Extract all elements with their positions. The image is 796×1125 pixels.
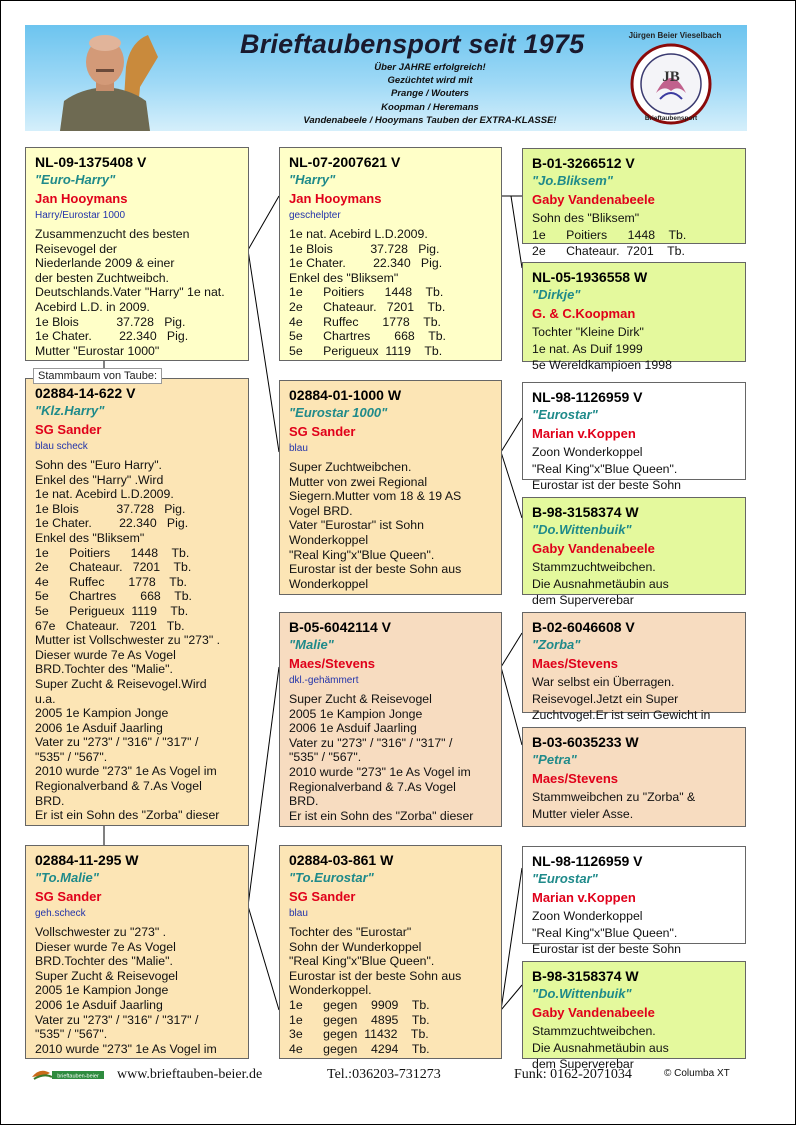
description-line: Sohn des "Bliksem": [532, 211, 640, 225]
owner-name: Jan Hooymans: [289, 191, 382, 206]
description-line: Reisevogel der: [35, 241, 118, 256]
description-line: 1e nat. Acebird L.D.2009.: [35, 487, 174, 502]
description-line: Stammzuchtweibchen.: [532, 1024, 656, 1038]
pigeon-color: geschelpter: [289, 210, 341, 221]
description-line: Enkel des "Bliksem": [289, 270, 399, 285]
pedigree-card-grandsire-paternal: [279, 147, 502, 361]
pigeon-name: "Eurostar 1000": [289, 405, 388, 420]
ring-number: B-03-6035233 W: [532, 734, 639, 750]
description-line: Enkel des "Harry" .Wird: [35, 472, 164, 487]
pigeon-color: dkl.-gehämmert: [289, 675, 359, 686]
ring-number: 02884-01-1000 W: [289, 387, 402, 403]
description: [289, 692, 493, 823]
description-line: Sohn des "Euro Harry".: [35, 458, 162, 472]
description-line: Wonderkoppel: [289, 576, 369, 591]
pigeon-color: blau: [289, 443, 308, 454]
banner-line: Gezüchtet wird mit: [387, 75, 473, 87]
description-line: Vater zu "273" / "316" / "317" /: [35, 1012, 199, 1027]
pigeon-name: "Malie": [289, 637, 334, 652]
description: [35, 925, 240, 1056]
website-link[interactable]: www.brieftauben-beier.de: [117, 1067, 263, 1082]
description-line: Vogel BRD.: [289, 503, 353, 518]
description-line: Vater "Eurostar" ist Sohn: [289, 518, 424, 533]
owner-name: SG Sander: [35, 422, 102, 437]
description-line: War selbst ein Überragen.: [532, 675, 675, 689]
owner-name: Marian v.Koppen: [532, 890, 636, 905]
description-line: Regionalverband & 7.As Vogel: [289, 779, 456, 794]
description-line: 1e nat. As Duif 1999: [532, 341, 643, 356]
description-line: Dieser wurde 7e As Vogel: [35, 647, 176, 662]
owner-name: Maes/Stevens: [532, 771, 618, 786]
ring-number: 02884-11-295 W: [35, 852, 139, 868]
description-line: Eurostar ist der beste Sohn: [532, 942, 682, 957]
ring-number: NL-07-2007621 V: [289, 154, 401, 170]
pedigree-card-granddam-maternal: [279, 845, 502, 1059]
description-line: 1e gegen 4895 Tb.: [289, 1012, 430, 1027]
owner-name: Gaby Vandenabeele: [532, 1005, 655, 1020]
description-line: Er ist ein Sohn des "Zorba" dieser: [289, 808, 474, 823]
ring-number: B-98-3158374 W: [532, 968, 639, 984]
owner-name: Jan Hooymans: [35, 191, 128, 206]
description-line: 4e Ruffec 1778 Tb.: [289, 314, 441, 329]
description-line: 5e Chartres 668 Tb.: [35, 589, 192, 604]
pigeon-name: "Euro-Harry": [35, 172, 116, 187]
description-line: 1e Chater. 22.340 Pig.: [35, 516, 189, 531]
description-line: Eurostar ist der beste Sohn aus: [289, 562, 462, 577]
description-line: 2e Chateaur. 7201 Tb.: [532, 244, 685, 259]
description-line: 5e Perigueux 1119 Tb.: [35, 603, 189, 618]
description-line: Zuchtvogel.Er ist sein Gewicht in: [532, 708, 711, 723]
description-line: 3e gegen 11432 Tb.: [289, 1027, 429, 1042]
ring-number: NL-98-1126959 V: [532, 389, 643, 405]
logo-initials: JB: [662, 69, 680, 85]
owner-name: Marian v.Koppen: [532, 426, 636, 441]
owner-name: Gaby Vandenabeele: [532, 541, 655, 556]
footer-logo-icon: [30, 1065, 105, 1083]
description-line: Mutter "Eurostar 1000": [35, 343, 160, 358]
owner-name: G. & C.Koopman: [532, 306, 636, 321]
pigeon-name: "To.Eurostar": [289, 870, 374, 885]
description-line: 2006 1e Asduif Jaarling: [35, 997, 163, 1012]
description-line: 5e Perigueux 1119 Tb.: [289, 343, 443, 358]
pigeon-color: blau: [289, 908, 308, 919]
pigeon-name: "Zorba": [532, 637, 581, 652]
description-line: Vater zu "273" / "316" / "317" /: [289, 735, 453, 750]
description-line: Regionalverband & 7.As Vogel: [35, 779, 202, 794]
description-line: Wonderkoppel: [289, 532, 369, 547]
pigeon-color: blau scheck: [35, 441, 88, 452]
pigeon-color: Harry/Eurostar 1000: [35, 210, 126, 221]
description-line: Tochter des "Eurostar": [289, 925, 412, 939]
description-line: Mutter vieler Asse.: [532, 806, 634, 821]
pigeon-color: geh.scheck: [35, 908, 86, 919]
pigeon-name: "Klz.Harry": [35, 403, 105, 418]
ring-number: NL-98-1126959 V: [532, 853, 643, 869]
description-line: Zusammenzucht des besten: [35, 227, 190, 241]
footer-logo-text: brieftauben-beier: [57, 1073, 99, 1080]
description-line: "535" / "567".: [35, 749, 108, 764]
pedigree-card-sire: [25, 147, 249, 361]
description-line: dem Superverebar: [532, 593, 634, 608]
pedigree-card-gg7: [522, 846, 746, 957]
description-line: u.a.: [35, 691, 56, 706]
description-line: 1e Chater. 22.340 Pig.: [35, 329, 189, 344]
description-line: 1e Poitiers 1448 Tb.: [35, 545, 190, 560]
description-line: 1e Poitiers 1448 Tb.: [532, 227, 687, 242]
ring-number: B-98-3158374 W: [532, 504, 639, 520]
pedigree-card-gg8: [522, 961, 746, 1072]
description-line: Mutter ist Vollschwester zu "273" .: [35, 633, 221, 648]
description-line: 67e Chateaur. 7201 Tb.: [35, 618, 185, 633]
description-line: "535" / "567".: [289, 750, 362, 765]
ring-number: B-01-3266512 V: [532, 155, 635, 171]
owner-name: SG Sander: [289, 424, 356, 439]
ring-number: NL-09-1375408 V: [35, 154, 147, 170]
description-line: 2006 1e Asduif Jaarling: [35, 720, 163, 735]
logo-label: Brieftaubensport: [644, 115, 698, 122]
description-line: 1e Blois 37.728 Pig.: [289, 241, 440, 256]
description-line: Super Zucht & Reisevogel: [289, 692, 432, 706]
description-line: Wonderkoppel.: [289, 983, 372, 998]
description-line: "Real King"x"Blue Queen".: [289, 954, 435, 969]
description-line: Dieser wurde 7e As Vogel: [35, 939, 176, 954]
pedigree-card-gg3: [522, 382, 746, 493]
banner-line: Vandenabeele / Hooymans Tauben der EXTRA-KLASSE!: [303, 114, 557, 126]
mobile-number: Funk: 0162-2071034: [514, 1067, 632, 1082]
pedigree-card-grandsire-maternal: [279, 612, 502, 827]
pedigree-card-subject: [25, 378, 249, 826]
description-line: Eurostar ist der beste Sohn: [532, 478, 682, 493]
description-line: Mutter von zwei Regional: [289, 474, 428, 489]
banner-line: Koopman / Heremans: [381, 101, 479, 113]
pedigree-card-gg1: [522, 148, 746, 259]
description: [289, 227, 493, 358]
description-line: BRD.Tochter des "Malie".: [35, 954, 173, 969]
phone-number: Tel.:036203-731273: [327, 1067, 441, 1082]
description-line: "Real King"x"Blue Queen".: [289, 547, 435, 562]
pedigree-card-dam: [25, 845, 249, 1059]
owner-name: Maes/Stevens: [532, 656, 618, 671]
description-line: Stammzuchtweibchen.: [532, 560, 656, 574]
owner-name: SG Sander: [35, 889, 102, 904]
pigeon-name: "Harry": [289, 172, 336, 187]
description-line: 2010 wurde "273" 1e As Vogel im: [289, 764, 471, 779]
banner-line: Prange / Wouters: [391, 88, 469, 100]
description-line: Die Ausnahmetäubin aus: [532, 1040, 669, 1055]
pedigree-card-gg4: [522, 497, 746, 608]
description-line: "Real King"x"Blue Queen".: [532, 925, 678, 940]
pedigree-label: Stammbaum von Taube:: [33, 368, 162, 384]
owner-name: Maes/Stevens: [289, 656, 375, 671]
description-line: der besten Zuchtweibch.: [35, 270, 169, 285]
logo-caption: Jürgen Beier Vieselbach: [628, 31, 722, 40]
pigeon-name: "Petra": [532, 752, 577, 767]
pigeon-name: "Eurostar": [532, 407, 598, 422]
description-line: Stammweibchen zu "Zorba" &: [532, 790, 696, 804]
description-line: 5e Wereldkampioen 1998: [532, 358, 672, 373]
description-line: Super Zuchtweibchen.: [289, 460, 412, 474]
description-line: 1e nat. Acebird L.D.2009.: [289, 227, 428, 241]
owner-name: Gaby Vandenabeele: [532, 192, 655, 207]
pigeon-name: "To.Malie": [35, 870, 99, 885]
description-line: 2005 1e Kampion Jonge: [35, 983, 169, 998]
description-line: 5e Chartres 668 Tb.: [289, 329, 446, 344]
description-line: BRD.Tochter des "Malie".: [35, 662, 173, 677]
description: [289, 460, 493, 591]
pigeon-name: "Dirkje": [532, 287, 581, 302]
description-line: Enkel des "Bliksem": [35, 530, 145, 545]
description-line: Er ist ein Sohn des "Zorba" dieser: [35, 808, 220, 823]
description-line: 1e Blois 37.728 Pig.: [35, 501, 186, 516]
pigeon-name: "Eurostar": [532, 871, 598, 886]
description-line: 2010 wurde "273" 1e As Vogel im: [35, 1041, 217, 1056]
description-line: Zoon Wonderkoppel: [532, 445, 643, 459]
description-line: Sohn der Wunderkoppel: [289, 939, 422, 954]
ring-number: B-02-6046608 V: [532, 619, 635, 635]
pedigree-card-gg6: [522, 727, 746, 827]
pedigree-card-granddam-paternal: [279, 380, 502, 595]
description-line: Deutschlands.Vater "Harry" 1e nat.: [35, 285, 225, 300]
description-line: "Real King"x"Blue Queen".: [532, 461, 678, 476]
description-line: 2e Chateaur. 7201 Tb.: [35, 560, 192, 575]
description-line: dem Superverebar: [532, 1057, 634, 1072]
description-line: 1e gegen 9909 Tb.: [289, 997, 430, 1012]
description: [35, 458, 240, 823]
description-line: Zoon Wonderkoppel: [532, 909, 643, 923]
description-line: Die Ausnahmetäubin aus: [532, 576, 669, 591]
description-line: Super Zucht & Reisevogel: [35, 968, 178, 983]
pedigree-card-gg2: [522, 262, 746, 373]
ring-number: 02884-03-861 W: [289, 852, 394, 868]
description-line: BRD.: [35, 793, 65, 808]
description-line: Vater zu "273" / "316" / "317" /: [35, 735, 199, 750]
ring-number: 02884-14-622 V: [35, 385, 136, 401]
description-line: BRD.: [289, 794, 319, 809]
description-line: Vollschwester zu "273" .: [35, 925, 167, 939]
description: [35, 227, 240, 358]
banner-line: Über JAHRE erfolgreich!: [374, 62, 486, 73]
pedigree-card-gg5: [522, 612, 746, 723]
description-line: "535" / "567".: [35, 1027, 108, 1042]
description-line: 2005 1e Kampion Jonge: [289, 706, 423, 721]
description-line: 4e Ruffec 1778 Tb.: [35, 574, 187, 589]
description-line: Tochter "Kleine Dirk": [532, 325, 644, 339]
description-line: 1e Poitiers 1448 Tb.: [289, 285, 444, 300]
description-line: 4e gegen 4294 Tb.: [289, 1041, 430, 1056]
banner-title: Brieftaubensport seit 1975: [240, 29, 585, 59]
copyright: © Columba XT: [664, 1068, 730, 1079]
description-line: 1e Blois 37.728 Pig.: [35, 314, 186, 329]
description-line: 2010 wurde "273" 1e As Vogel im: [35, 764, 217, 779]
description-line: Reisevogel.Jetzt ein Super: [532, 691, 679, 706]
pigeon-name: "Do.Wittenbuik": [532, 986, 632, 1001]
description-line: Acebird L.D. in 2009.: [35, 299, 150, 314]
description-line: Siegern.Mutter vom 18 & 19 AS: [289, 489, 462, 504]
ring-number: B-05-6042114 V: [289, 619, 391, 635]
description: [289, 925, 493, 1056]
description-line: 1e Chater. 22.340 Pig.: [289, 256, 443, 271]
owner-name: SG Sander: [289, 889, 356, 904]
description-line: 2005 1e Kampion Jonge: [35, 706, 169, 721]
pigeon-name: "Do.Wittenbuik": [532, 522, 632, 537]
ring-number: NL-05-1936558 W: [532, 269, 648, 285]
description-line: 2006 1e Asduif Jaarling: [289, 721, 417, 736]
description-line: Niederlande 2009 & einer: [35, 256, 175, 271]
description-line: Super Zucht & Reisevogel.Wird: [35, 676, 207, 691]
description-line: Eurostar ist der beste Sohn aus: [289, 968, 462, 983]
description-line: 2e Chateaur. 7201 Tb.: [289, 299, 446, 314]
pigeon-name: "Jo.Bliksem": [532, 173, 613, 188]
